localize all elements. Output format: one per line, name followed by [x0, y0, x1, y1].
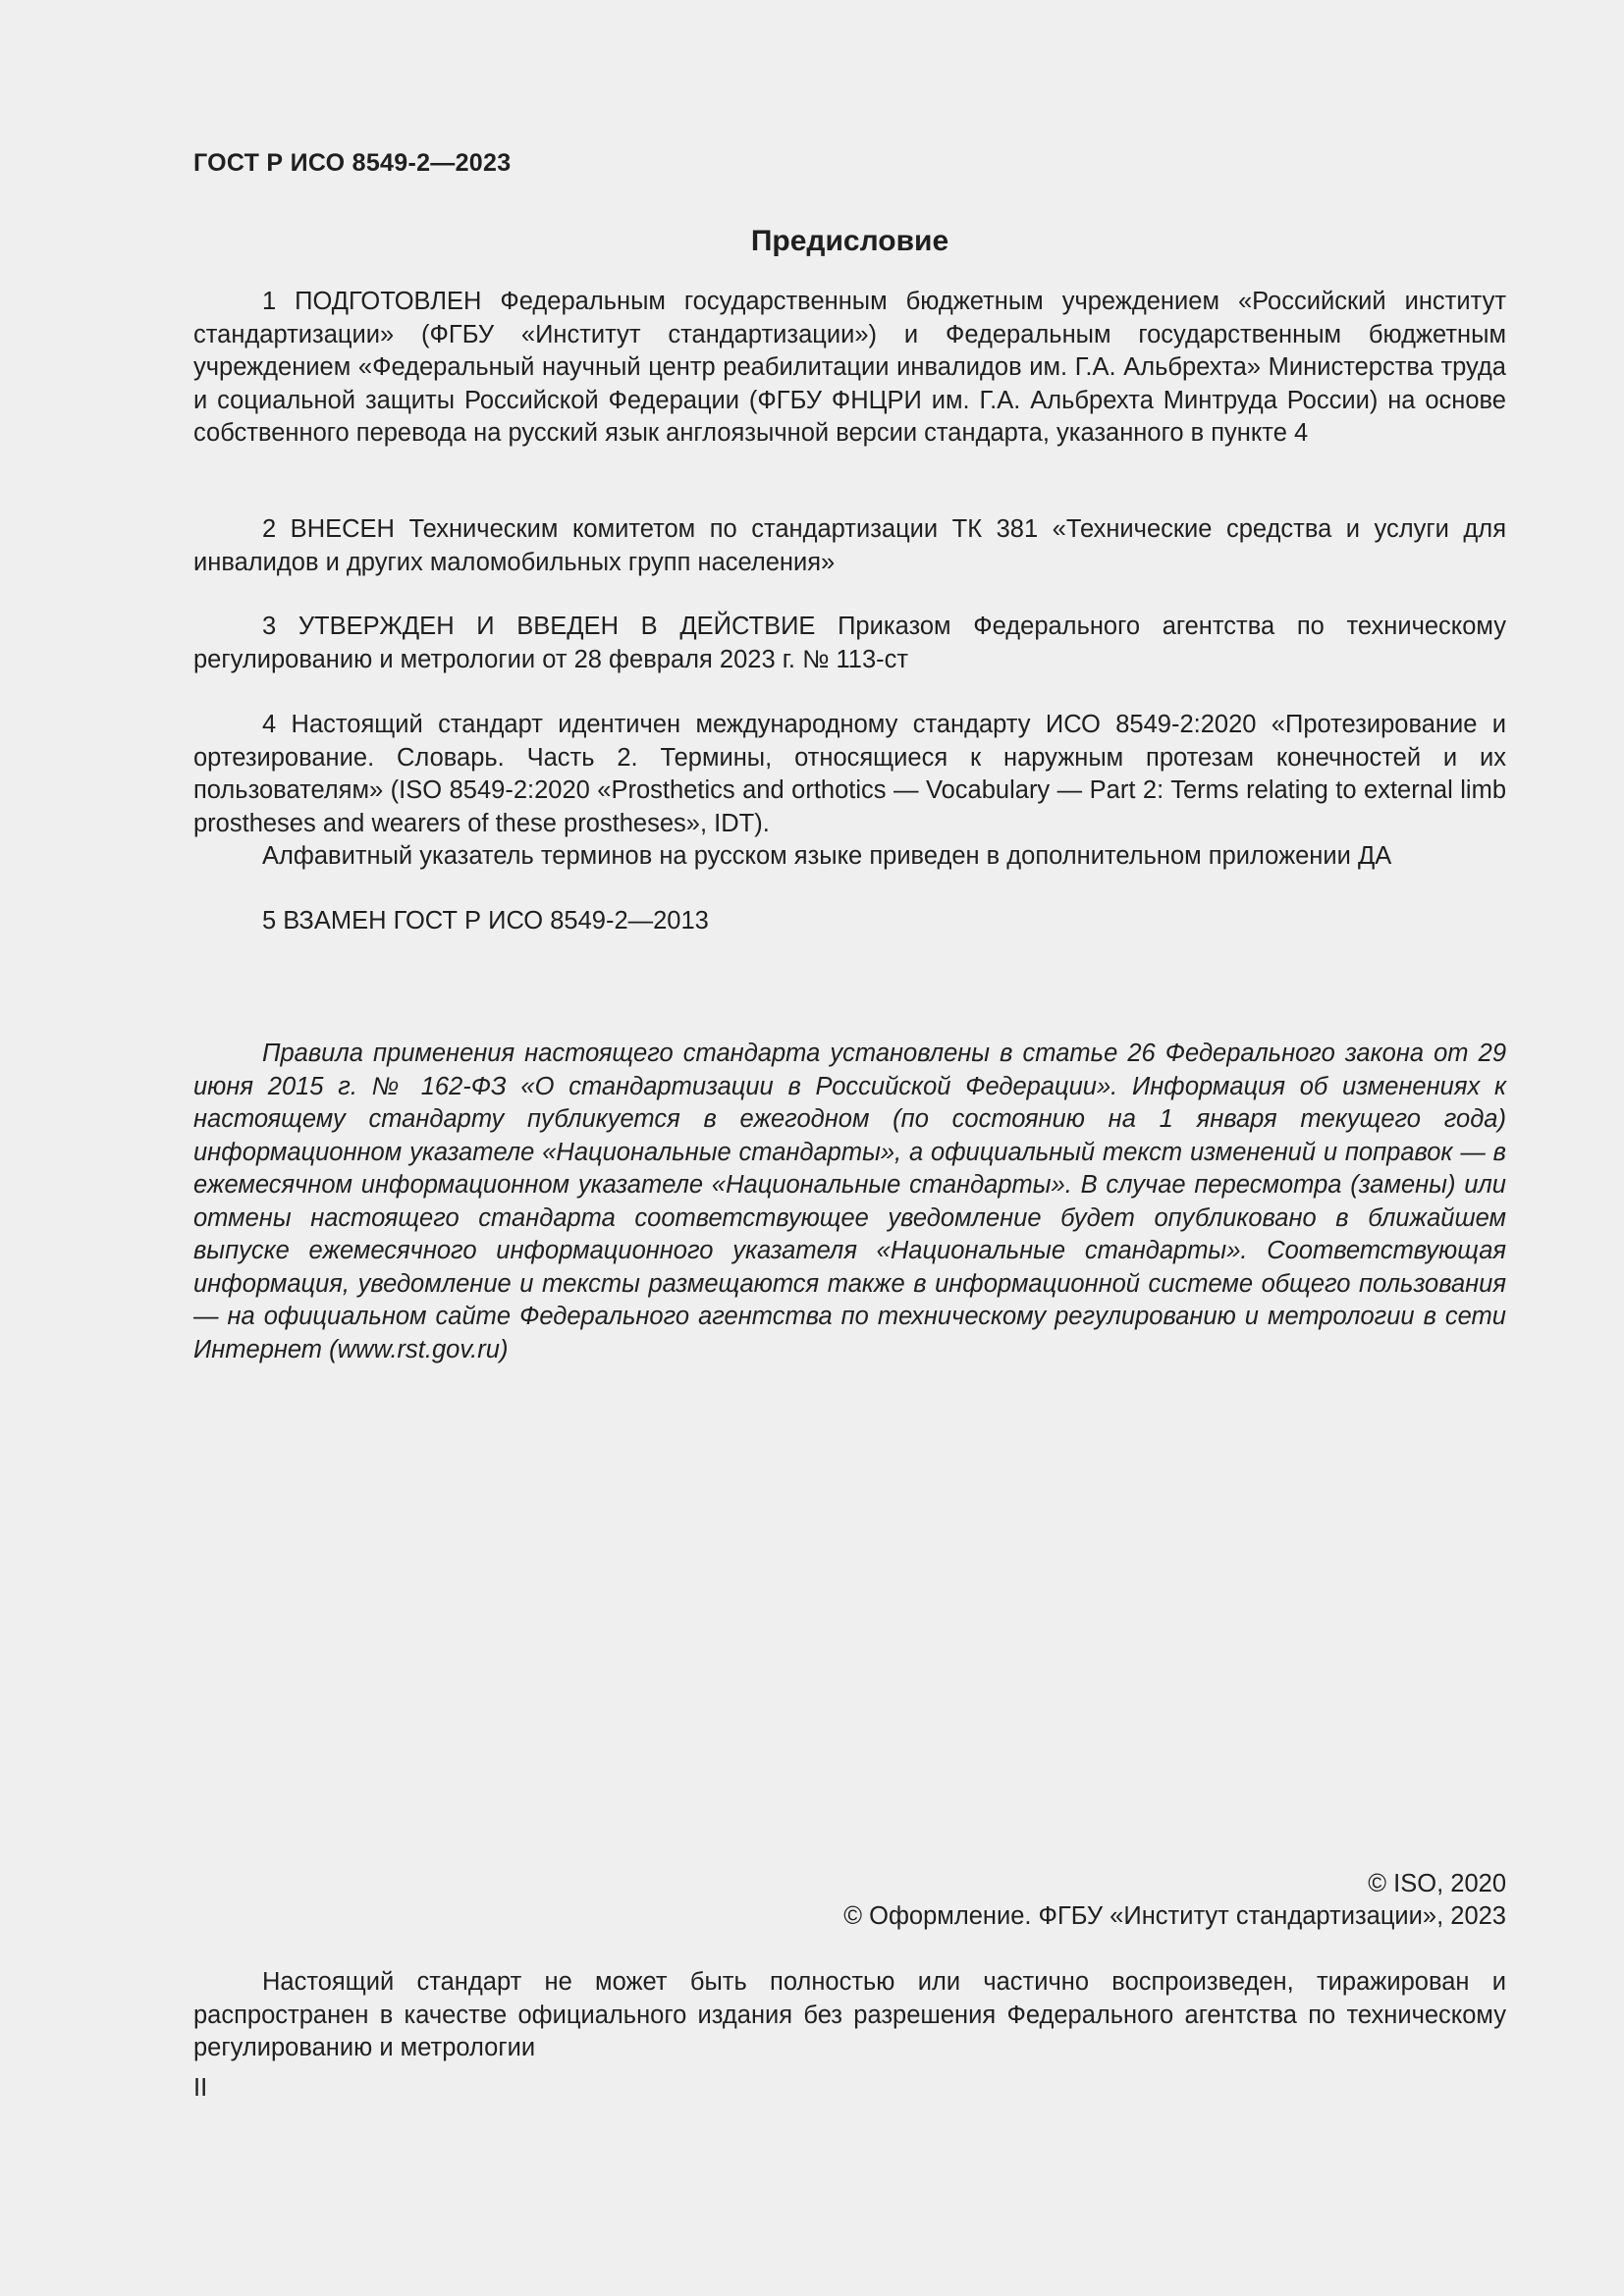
copyright-design: © Оформление. ФГБУ «Институт стандартизации», 2023 [843, 1902, 1506, 1930]
foreword-item-text: 4 Настоящий стандарт идентичен международному стандарту ИСО 8549-2:2020 «Протезирование и ортезирование. Словарь. Часть 2. Термины, относящиеся к наружным протезам конечностей и их пользователям» (ISO 8549-2:2020 «Prosthetics and orthotics — Vocabulary — Part 2: Terms relating to external limb prostheses and wearers of these prostheses», IDT). [193, 711, 1506, 837]
foreword-item-1 [193, 286, 1506, 451]
foreword-item-text: 5 ВЗАМЕН ГОСТ Р ИСО 8549-2—2013 [262, 907, 709, 934]
foreword-item-2 [193, 513, 1506, 579]
foreword-item-3 [193, 611, 1506, 676]
copyright-block [193, 1868, 1506, 1933]
rules-notice [193, 1038, 1506, 1366]
foreword-item-5 [193, 905, 1506, 938]
copyright-iso: © ISO, 2020 [1368, 1870, 1506, 1897]
rules-notice-text: Правила применения настоящего стандарта установлены в статье 26 Федерального закона от 29 июня 2015 г. № 162-ФЗ «О стандартизации в Российской Федерации». Информация об изменениях к настоящему стандарту публикуется в ежегодном (по состоянию на 1 января текущего года) информационном указателе «Национальные стандарты», а официальный текст изменений и поправок — в ежемесячном информационном указателе «Национальные стандарты». В случае пересмотра (замены) или отмены настоящего стандарта соответствующее уведомление будет опубликовано в ближайшем выпуске ежемесячного информационного указателя «Национальные стандарты». Соответствующая информация, уведомление и тексты размещаются также в информационной системе общего пользования — на официальном сайте Федерального агентства по техническому регулированию и метрологии в сети Интернет (www.rst.gov.ru) [193, 1040, 1506, 1363]
foreword-item-text: 2 ВНЕСЕН Техническим комитетом по стандартизации ТК 381 «Технические средства и услуги для инвалидов и других маломобильных групп населения» [193, 515, 1506, 576]
reproduction-notice-text: Настоящий стандарт не может быть полностью или частично воспроизведен, тиражирован и распространен в качестве официального издания без разрешения Федерального агентства по техническому регулированию и метрологии [193, 1968, 1506, 2061]
reproduction-notice [193, 1966, 1506, 2065]
foreword-item-subtext: Алфавитный указатель терминов на русском языке приведен в дополнительном приложении ДА [262, 842, 1392, 870]
page-number: II [193, 2074, 208, 2102]
foreword-title: Предисловие [750, 225, 949, 257]
foreword-item-text: 3 УТВЕРЖДЕН И ВВЕДЕН В ДЕЙСТВИЕ Приказом Федерального агентства по техническому регулированию и метрологии от 28 февраля 2023 г. № 113-ст [193, 613, 1506, 673]
foreword-item-4 [193, 709, 1506, 874]
foreword-item-text: 1 ПОДГОТОВЛЕН Федеральным государственным бюджетным учреждением «Российский институт стандартизации» (ФГБУ «Институт стандартизации») и Федеральным государственным бюджетным учреждением «Федеральный научный центр реабилитации инвалидов им. Г.А. Альбрехта» Министерства труда и социальной защиты Российской Федерации (ФГБУ ФНЦРИ им. Г.А. Альбрехта Минтруда России) на основе собственного перевода на русский язык англоязычной версии стандарта, указанного в пункте 4 [193, 288, 1506, 447]
document-code: ГОСТ Р ИСО 8549-2—2023 [193, 149, 512, 177]
